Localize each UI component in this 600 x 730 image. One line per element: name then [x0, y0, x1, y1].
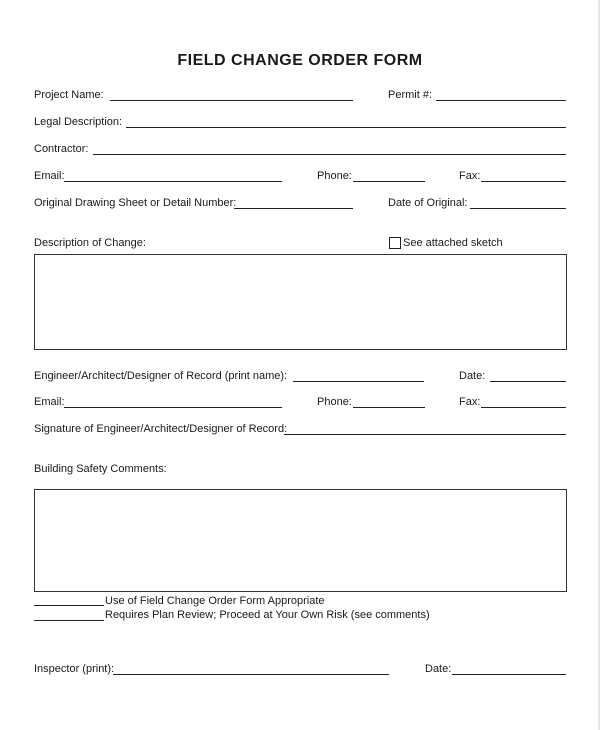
appropriate-field[interactable]	[34, 605, 104, 606]
date-of-original-label: Date of Original:	[388, 197, 468, 209]
engineer-email-label: Email:	[34, 396, 65, 408]
fax-label: Fax:	[459, 170, 481, 182]
phone-label: Phone:	[317, 170, 352, 182]
engineer-fax-label: Fax:	[459, 396, 481, 408]
see-attached-checkbox[interactable]	[389, 237, 401, 249]
engineer-phone-label: Phone:	[317, 396, 352, 408]
inspector-date-field[interactable]	[452, 674, 566, 675]
permit-field[interactable]	[436, 100, 566, 101]
project-name-field[interactable]	[110, 100, 353, 101]
engineer-name-label: Engineer/Architect/Designer of Record (print name):	[34, 370, 288, 382]
form-title: FIELD CHANGE ORDER FORM	[177, 52, 423, 69]
legal-description-field[interactable]	[126, 127, 566, 128]
original-drawing-field[interactable]	[234, 208, 353, 209]
email-label: Email:	[34, 170, 65, 182]
inspector-date-label: Date:	[425, 663, 452, 675]
phone-field[interactable]	[353, 181, 425, 182]
project-name-label: Project Name:	[34, 89, 104, 101]
requires-review-label: Requires Plan Review; Proceed at Your Own Risk (see comments)	[105, 609, 430, 621]
contractor-field[interactable]	[93, 154, 566, 155]
engineer-phone-field[interactable]	[353, 407, 425, 408]
permit-label: Permit #:	[388, 89, 433, 101]
contractor-label: Contractor:	[34, 143, 89, 155]
engineer-email-field[interactable]	[64, 407, 282, 408]
signature-label: Signature of Engineer/Architect/Designer of Record:	[34, 423, 288, 435]
legal-description-label: Legal Description:	[34, 116, 123, 128]
email-field[interactable]	[64, 181, 282, 182]
description-of-change-box[interactable]	[34, 254, 567, 350]
building-safety-label: Building Safety Comments:	[34, 463, 167, 475]
date-of-original-field[interactable]	[470, 208, 566, 209]
engineer-fax-field[interactable]	[481, 407, 566, 408]
signature-field[interactable]	[284, 434, 566, 435]
engineer-name-field[interactable]	[293, 381, 424, 382]
building-safety-box[interactable]	[34, 489, 567, 592]
inspector-label: Inspector (print):	[34, 663, 115, 675]
requires-review-field[interactable]	[34, 620, 104, 621]
see-attached-label: See attached sketch	[403, 237, 503, 249]
description-of-change-label: Description of Change:	[34, 237, 146, 249]
appropriate-label: Use of Field Change Order Form Appropriate	[105, 595, 325, 607]
engineer-date-label: Date:	[459, 370, 486, 382]
fax-field[interactable]	[481, 181, 566, 182]
engineer-date-field[interactable]	[490, 381, 566, 382]
original-drawing-label: Original Drawing Sheet or Detail Number:	[34, 197, 237, 209]
inspector-field[interactable]	[113, 674, 389, 675]
